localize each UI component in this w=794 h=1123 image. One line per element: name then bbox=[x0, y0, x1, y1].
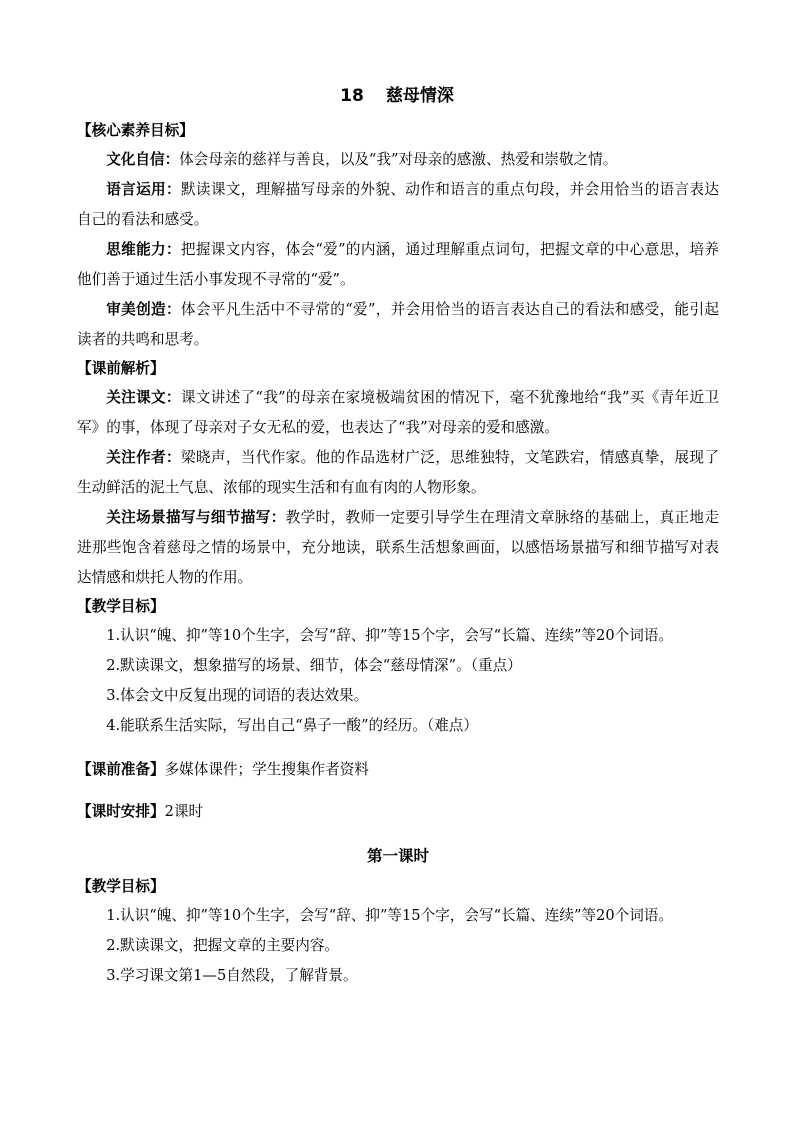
teaching-goal-item: 2.默读课文，想象描写的场景、细节，体会“慈母情深”。（重点） bbox=[106, 657, 522, 674]
teaching-goal-item: 4.能联系生活实际，写出自己“鼻子一酸”的经历。（难点） bbox=[106, 717, 478, 734]
pre-analysis-text: 课文讲述了“我”的母亲在家境极端贫困的情况下，毫不犹豫地给“我”买《青年近卫军》的事，体现了母亲对子女无私的爱，也表达了“我”对母亲的爱和感激。 bbox=[77, 389, 719, 436]
pre-analysis-item bbox=[77, 443, 719, 503]
lesson1-goals-heading: 【教学目标】 bbox=[77, 877, 165, 895]
core-goal-item bbox=[77, 145, 719, 175]
pre-analysis-text: 梁晓声，当代作家。他的作品选材广泛，思维独特，文笔跌宕，情感真挚，展现了生动鲜活的泥土气息、浓郁的现实生活和有血有肉的人物形象。 bbox=[77, 449, 719, 496]
teaching-goal-item: 3.体会文中反复出现的词语的表达效果。 bbox=[106, 687, 369, 704]
pre-analysis-heading: 【课前解析】 bbox=[77, 360, 165, 377]
lesson1-goal-item: 3.学习课文第1—5自然段，了解背景。 bbox=[106, 966, 358, 984]
core-goal-item bbox=[77, 175, 719, 235]
lesson1-title: 第一课时 bbox=[366, 846, 429, 865]
lesson1-goal-item: 2.默读课文，把握文章的主要内容。 bbox=[106, 936, 340, 954]
core-goal-text: 体会平凡生活中不寻常的“爱”，并会用恰当的语言表达自己的看法和感受，能引起读者的共鸣和思考。 bbox=[77, 301, 719, 348]
class-prep-text: 多媒体课件；学生搜集作者资料 bbox=[164, 760, 369, 778]
core-goal-item bbox=[77, 295, 719, 355]
class-schedule-label: 【课时安排】 bbox=[77, 803, 165, 821]
core-goal-text: 默读课文，理解描写母亲的外貌、动作和语言的重点句段，并会用恰当的语言表达自己的看法和感受。 bbox=[77, 181, 719, 228]
core-goal-label: 思维能力： bbox=[106, 241, 181, 258]
pre-analysis-label: 关注作者： bbox=[106, 449, 181, 466]
lesson-number: 18 bbox=[340, 86, 364, 106]
lesson-title: 慈母情深 bbox=[385, 86, 454, 106]
teaching-goals-heading: 【教学目标】 bbox=[77, 598, 165, 615]
class-schedule bbox=[77, 798, 719, 826]
core-goal-text: 把握课文内容，体会“爱”的内涵，通过理解重点词句，把握文章的中心意思，培养他们善于通过生活小事发现不寻常的“爱”。 bbox=[77, 241, 719, 288]
core-goal-text: 体会母亲的慈祥与善良，以及“我”对母亲的感激、热爱和崇敬之情。 bbox=[179, 151, 618, 168]
core-goal-label: 语言运用： bbox=[106, 181, 181, 198]
pre-analysis-text: 教学时，教师一定要引导学生在理清文章脉络的基础上，真正地走进那些饱含着慈母之情的场景中，充分地读，联系生活想象画面，以感悟场景描写和细节描写对表达情感和烘托人物的作用。 bbox=[77, 509, 719, 586]
class-prep-label: 【课前准备】 bbox=[77, 760, 165, 778]
pre-analysis-label: 关注场景描写与细节描写： bbox=[106, 509, 286, 526]
pre-analysis-label: 关注课文： bbox=[106, 389, 181, 406]
lesson1-goal-item: 1.认识“魄、抑”等10个生字，会写“辞、抑”等15个字，会写“长篇、连续”等20个词语。 bbox=[106, 906, 673, 924]
pre-analysis-item bbox=[77, 503, 719, 593]
page-title bbox=[0, 84, 794, 108]
teaching-goal-item: 1.认识“魄、抑”等10个生字，会写“辞、抑”等15个字，会写“长篇、连续”等20个词语。 bbox=[106, 627, 673, 644]
core-goal-label: 审美创造： bbox=[106, 301, 181, 318]
class-schedule-text: 2课时 bbox=[164, 803, 204, 821]
pre-analysis-item bbox=[77, 383, 719, 443]
core-goal-item bbox=[77, 235, 719, 295]
core-goals-heading: 【核心素养目标】 bbox=[77, 122, 194, 139]
core-goal-label: 文化自信： bbox=[106, 151, 180, 168]
class-prep bbox=[77, 756, 719, 784]
document-body bbox=[77, 117, 719, 991]
